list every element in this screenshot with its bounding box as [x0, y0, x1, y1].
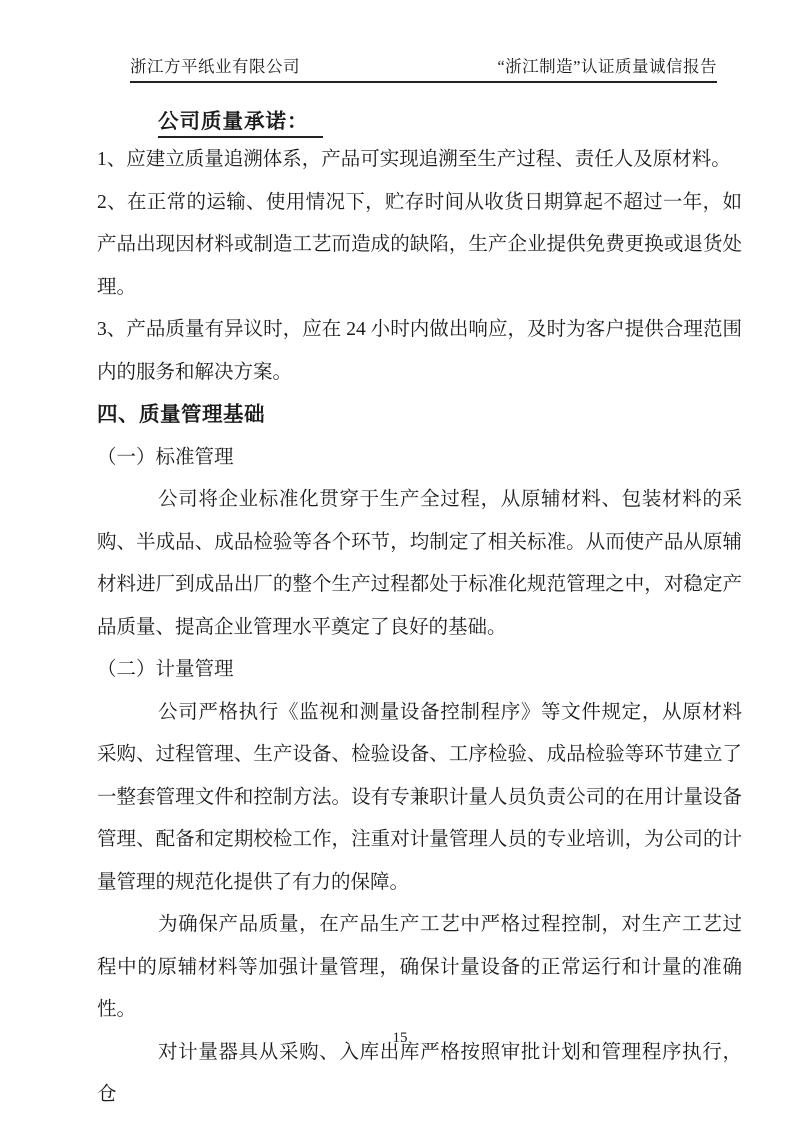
header-company-name: 浙江方平纸业有限公司	[130, 57, 300, 76]
subsection-heading-metrology-management: （二）计量管理	[97, 659, 234, 680]
commitment-item-1: 1、应建立质量追溯体系，产品可实现追溯至生产过程、责任人及原材料。	[97, 149, 731, 170]
page-number: 15	[392, 1030, 408, 1046]
metrology-paragraph-3: 对计量器具从采购、入库出库严格按照审批计划和管理程序执行，仓	[97, 1041, 742, 1105]
header-report-title: “浙江制造”认证质量诚信报告	[497, 57, 717, 76]
metrology-paragraph-1: 公司严格执行《监视和测量设备控制程序》等文件规定，从原材料采购、过程管理、生产设备、检验设备、工序检验、成品检验等环节建立了一整套管理文件和控制方法。设有专兼职计量人员负责公司的在用计量设备管理、配备和定期校检工作，注重对计量管理人员的专业培训，为公司的计量管理的规范化提供了有力的保障。	[97, 701, 742, 893]
title-container	[158, 104, 323, 138]
subsection-heading-standards-management: （一）标准管理	[97, 446, 234, 468]
standards-management-paragraph: 公司将企业标准化贯穿于生产全过程，从原辅材料、包装材料的采购、半成品、成品检验等各个环节，均制定了相关标准。从而使产品从原辅材料进厂到成品出厂的整个生产过程都处于标准化规范管理之中，对稳定产品质量、提高企业管理水平奠定了良好的基础。	[97, 489, 742, 638]
commitment-item-3: 3、产品质量有异议时，应在 24 小时内做出响应，及时为客户提供合理范围内的服务和解决方案。	[97, 319, 742, 383]
document-body	[97, 139, 742, 1117]
page-header	[130, 53, 717, 83]
commitment-item-2: 2、在正常的运输、使用情况下，贮存时间从收货日期算起不超过一年，如产品出现因材料或制造工艺而造成的缺陷，生产企业提供免费更换或退货处理。	[97, 191, 742, 298]
quality-commitment-title: 公司质量承诺：	[158, 104, 323, 138]
section-heading-quality-management-basis: 四、质量管理基础	[97, 404, 265, 426]
metrology-paragraph-2: 为确保产品质量，在产品生产工艺中严格过程控制，对生产工艺过程中的原辅材料等加强计量管理，确保计量设备的正常运行和计量的准确性。	[97, 914, 742, 1020]
